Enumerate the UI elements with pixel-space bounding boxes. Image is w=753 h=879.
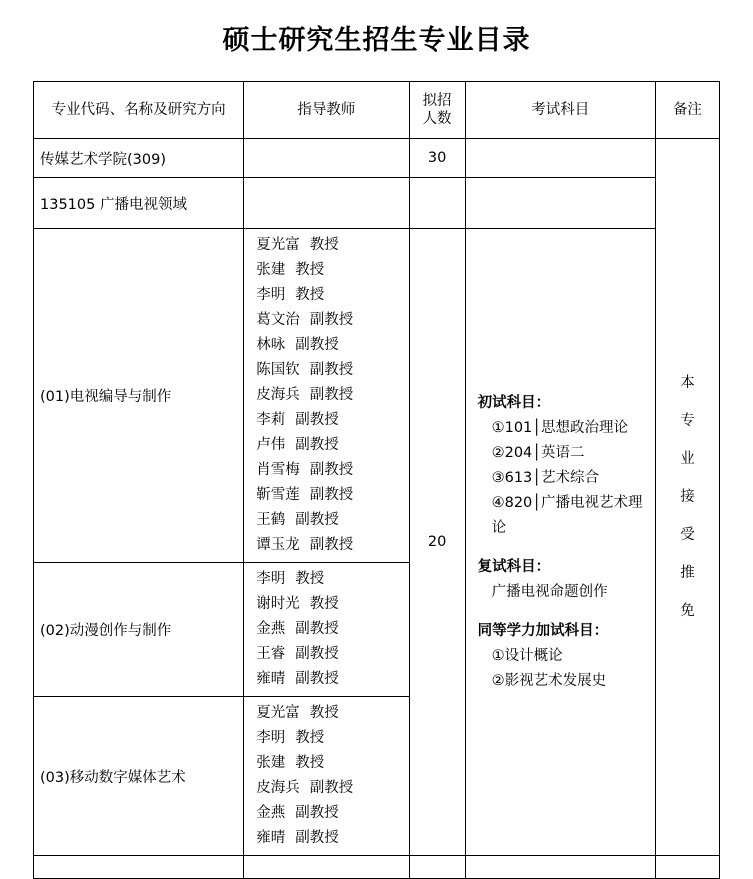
list-item [256,258,402,283]
remark-char-6: 推 [680,565,695,581]
supplement-exam-heading: 同等学力加试科目： [477,622,609,639]
header-count-line1: 拟招 [422,92,452,109]
teacher-name: 夏光富 [256,705,300,721]
teacher-title: 教授 [295,755,325,771]
teacher-name: 皮海兵 [256,387,300,403]
teacher-name: 夏光富 [256,237,300,253]
teacher-cell-02 [244,563,409,697]
teacher-name: 谢时光 [256,596,300,612]
bottom-cell-major [34,856,244,879]
retest-exam-heading: 复试科目： [477,558,551,575]
teacher-title: 副教授 [295,621,339,637]
teacher-title: 副教授 [295,337,339,353]
teacher-name: 李明 [256,287,286,303]
list-item [256,283,402,308]
teacher-title: 副教授 [309,387,354,403]
teacher-name: 林咏 [256,337,286,353]
table-row-field [34,178,720,229]
list-item [256,333,402,358]
teacher-name: 王鹤 [256,512,286,528]
list-item [256,408,402,433]
teacher-name: 卢伟 [256,437,286,453]
table-row-direction-01 [34,229,720,563]
teacher-title: 副教授 [309,362,354,378]
document-page [0,18,753,846]
teacher-title: 副教授 [295,830,339,846]
list-item [256,308,402,333]
list-item [256,701,402,726]
list-item [256,433,402,458]
teacher-name: 葛文治 [256,312,300,328]
teacher-name: 王睿 [256,646,286,662]
teacher-name: 金燕 [256,621,286,637]
primary-exam-heading: 初试科目： [477,394,551,411]
teacher-title: 副教授 [295,671,339,687]
field-count [409,178,465,229]
exam-subjects-cell [465,229,655,856]
table-header-row [34,82,720,139]
teacher-name: 雍晴 [256,671,286,687]
retest-exam-item: 广播电视命题创作 [491,583,608,600]
teacher-name: 金燕 [256,805,286,821]
field-teacher [244,178,409,229]
table-body [34,139,720,879]
primary-exam-item: ③613│艺术综合 [491,469,600,486]
teacher-list-01 [250,233,402,558]
table-header [34,82,720,139]
header-major: 专业代码、名称及研究方向 [34,82,244,139]
list-item [256,826,402,851]
enroll-count: 20 [409,229,465,856]
list-item [256,567,402,592]
teacher-name: 李明 [256,730,286,746]
teacher-cell-03 [244,697,409,856]
remark-char-2: 专 [680,413,695,429]
teacher-title: 教授 [309,237,339,253]
table-row-bottom-strip [34,856,720,879]
list-item [256,358,402,383]
remark-char-5: 受 [680,527,695,543]
teacher-title: 教授 [295,287,325,303]
primary-exam-item: ④820│广播电视艺术理论 [491,494,643,536]
header-exam: 考试科目 [465,82,655,139]
teacher-list-03 [250,701,402,851]
list-item [256,383,402,408]
list-item [256,233,402,258]
header-count [409,82,465,139]
teacher-title: 副教授 [309,487,354,503]
teacher-cell-01 [244,229,409,563]
teacher-title: 教授 [309,705,339,721]
list-item [256,776,402,801]
teacher-title: 教授 [309,596,339,612]
list-item [256,592,402,617]
exam-spacer [478,541,647,555]
supplement-exam-item: ①设计概论 [491,647,563,664]
list-item [256,726,402,751]
teacher-list-02 [250,567,402,692]
list-item [256,508,402,533]
teacher-name: 李莉 [256,412,286,428]
field-exam [465,178,655,229]
teacher-title: 副教授 [295,512,339,528]
teacher-name: 谭玉龙 [256,537,300,553]
teacher-title: 副教授 [309,462,354,478]
list-item [256,642,402,667]
header-remark: 备注 [655,82,719,139]
supplement-exam-item: ②影视艺术发展史 [491,672,607,689]
teacher-title: 副教授 [309,312,354,328]
teacher-title: 副教授 [295,437,339,453]
college-teacher [244,139,409,178]
table-row-college [34,139,720,178]
exam-spacer [478,605,647,619]
college-count: 30 [409,139,465,178]
field-name: 135105 广播电视领域 [34,178,244,229]
list-item [256,667,402,692]
primary-exam-item: ②204│英语二 [491,444,585,461]
teacher-name: 李明 [256,571,286,587]
admissions-catalog-table [33,81,720,879]
remark-char-7: 免 [680,603,695,619]
primary-exam-item: ①101│思想政治理论 [491,419,629,436]
header-teacher: 指导教师 [244,82,409,139]
bottom-cell-exam [465,856,655,879]
remark-char-3: 业 [680,451,695,467]
teacher-name: 肖雪梅 [256,462,300,478]
teacher-name: 靳雪莲 [256,487,300,503]
list-item [256,751,402,776]
college-exam [465,139,655,178]
teacher-title: 副教授 [295,412,339,428]
teacher-title: 教授 [295,730,325,746]
bottom-cell-teacher [244,856,409,879]
header-count-line2: 人数 [422,111,452,127]
page-title: 硕士研究生招生专业目录 [222,25,531,56]
teacher-title: 副教授 [295,646,339,662]
remark-cell [655,139,719,856]
bottom-cell-remark [655,856,719,879]
list-item [256,458,402,483]
remark-char-1: 本 [680,375,695,391]
list-item [256,533,402,558]
list-item [256,483,402,508]
list-item [256,801,402,826]
teacher-name: 张建 [256,755,286,771]
bottom-cell-count [409,856,465,879]
teacher-title: 副教授 [295,805,339,821]
teacher-name: 陈国钦 [256,362,300,378]
direction-name-01: (01)电视编导与制作 [34,229,244,563]
teacher-name: 雍晴 [256,830,286,846]
college-name: 传媒艺术学院(309) [34,139,244,178]
teacher-title: 教授 [295,571,325,587]
teacher-title: 副教授 [309,780,354,796]
teacher-name: 皮海兵 [256,780,300,796]
list-item [256,617,402,642]
teacher-name: 张建 [256,262,286,278]
teacher-title: 副教授 [309,537,354,553]
remark-char-4: 接 [680,489,695,505]
direction-name-02: (02)动漫创作与制作 [34,563,244,697]
exam-subjects-block [472,387,649,698]
teacher-title: 教授 [295,262,325,278]
direction-name-03: (03)移动数字媒体艺术 [34,697,244,856]
